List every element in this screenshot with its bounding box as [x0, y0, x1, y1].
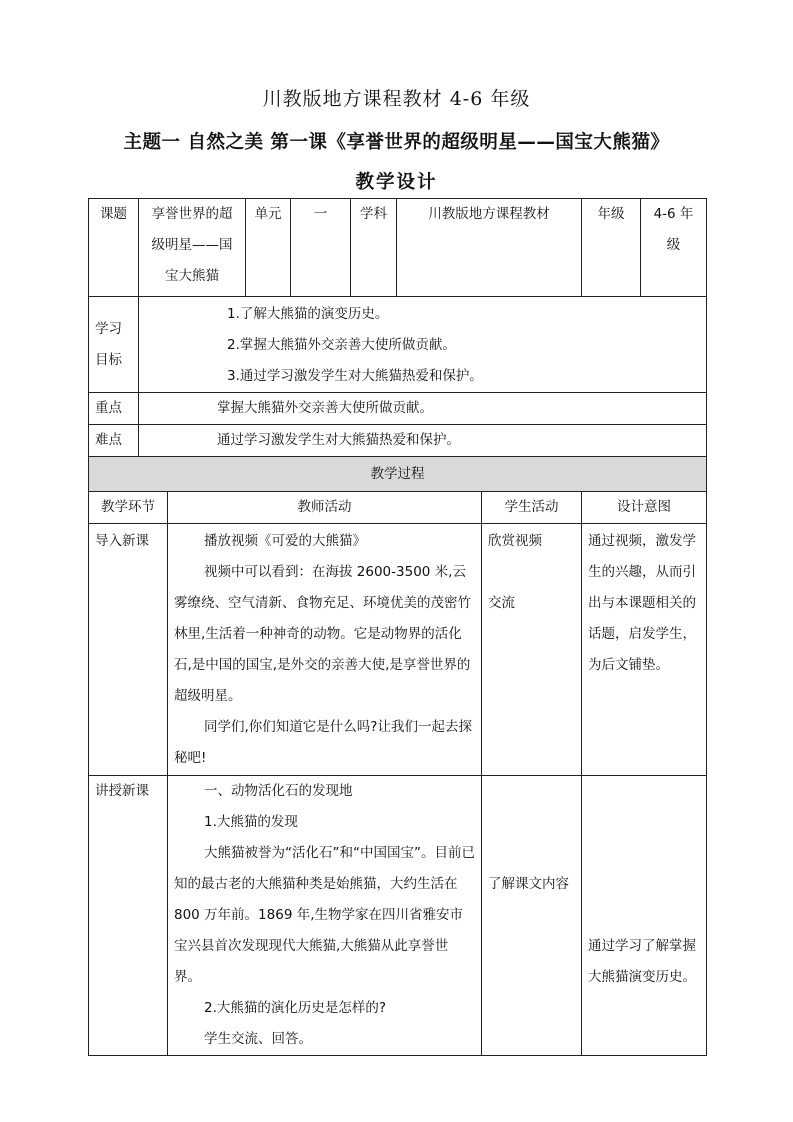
intro-teacher-para: 视频中可以看到：在海拔 2600-3500 米,云雾缭绕、空气清新、食物充足、环境优美的茂密竹林里,生活着一种神奇的动物。它是动物界的活化石,是中国的国宝,是外交的亲善大使,是享誉世界的超级明星。 [174, 564, 471, 704]
intro-student-item: 欣赏视频 [488, 533, 542, 549]
intro-teacher [168, 524, 482, 776]
topic-value: 享誉世界的超级明星——国宝大熊猫 [139, 199, 246, 297]
key-point-label: 重点 [89, 393, 139, 425]
lesson-teacher-para: 一、动物活化石的发现地 [204, 783, 353, 799]
lesson-stage: 讲授新课 [89, 776, 168, 1056]
grade-label: 年级 [582, 199, 641, 297]
header-stage: 教学环节 [89, 492, 168, 524]
header-teacher: 教师活动 [168, 492, 482, 524]
info-row [89, 199, 707, 297]
topic-label: 课题 [89, 199, 139, 297]
goals-list [139, 297, 707, 393]
lesson-teacher [168, 776, 482, 1056]
difficulty-label: 难点 [89, 425, 139, 457]
header-student: 学生活动 [482, 492, 582, 524]
document-title: 主题一 自然之美 第一课《享誉世界的超级明星——国宝大熊猫》 [123, 132, 670, 153]
intro-teacher-para: 同学们,你们知道它是什么吗?让我们一起去探秘吧! [174, 719, 472, 766]
lesson-teacher-para: 学生交流、回答。 [204, 1031, 312, 1047]
intro-intent: 通过视频，激发学生的兴趣，从而引出与本课题相关的话题，启发学生，为后文铺垫。 [582, 524, 707, 776]
lesson-teacher-para: 1.大熊猫的发现 [204, 814, 298, 830]
intro-stage: 导入新课 [89, 524, 168, 776]
grade-value: 4-6 年级 [641, 199, 707, 297]
goals-row [89, 297, 707, 393]
lesson-teacher-para: 2.大熊猫的演化历史是怎样的? [204, 1000, 387, 1016]
document-header-line1: 川教版地方课程教材 4-6 年级 [262, 88, 531, 110]
key-point-value: 掌握大熊猫外交亲善大使所做贡献。 [139, 393, 707, 425]
difficulty-value: 通过学习激发学生对大熊猫热爱和保护。 [139, 425, 707, 457]
goal-item: 3.通过学习激发学生对大熊猫热爱和保护。 [227, 368, 483, 384]
lesson-intent: 通过学习了解掌握大熊猫演变历史。 [582, 776, 707, 1056]
lesson-row [89, 776, 707, 1056]
key-point-row [89, 393, 707, 425]
intro-student-item: 交流 [488, 595, 515, 611]
intro-teacher-para: 播放视频《可爱的大熊猫》 [204, 533, 366, 549]
document-subtitle: 教学设计 [355, 172, 438, 193]
intro-student [482, 524, 582, 776]
goals-label: 学习目标 [89, 297, 139, 393]
subject-label: 学科 [351, 199, 397, 297]
goal-item: 2.掌握大熊猫外交亲善大使所做贡献。 [227, 337, 456, 353]
difficulty-row [89, 425, 707, 457]
unit-value: 一 [291, 199, 351, 297]
process-title: 教学过程 [89, 457, 707, 492]
unit-label: 单元 [246, 199, 291, 297]
lesson-plan-table [88, 198, 707, 1056]
process-title-row [89, 457, 707, 492]
goal-item: 1.了解大熊猫的演变历史。 [227, 306, 389, 322]
subject-value: 川教版地方课程教材 [397, 199, 582, 297]
process-header-row [89, 492, 707, 524]
header-intent: 设计意图 [582, 492, 707, 524]
intro-row [89, 524, 707, 776]
lesson-teacher-para: 大熊猫被誉为“活化石”和“中国国宝”。目前已知的最古老的大熊猫种类是始熊猫，大约生活在 800 万年前。1869 年,生物学家在四川省雅安市宝兴县首次发现现代大熊猫,大熊猫从此享誉世界。 [174, 845, 475, 985]
lesson-student: 了解课文内容 [482, 776, 582, 1056]
